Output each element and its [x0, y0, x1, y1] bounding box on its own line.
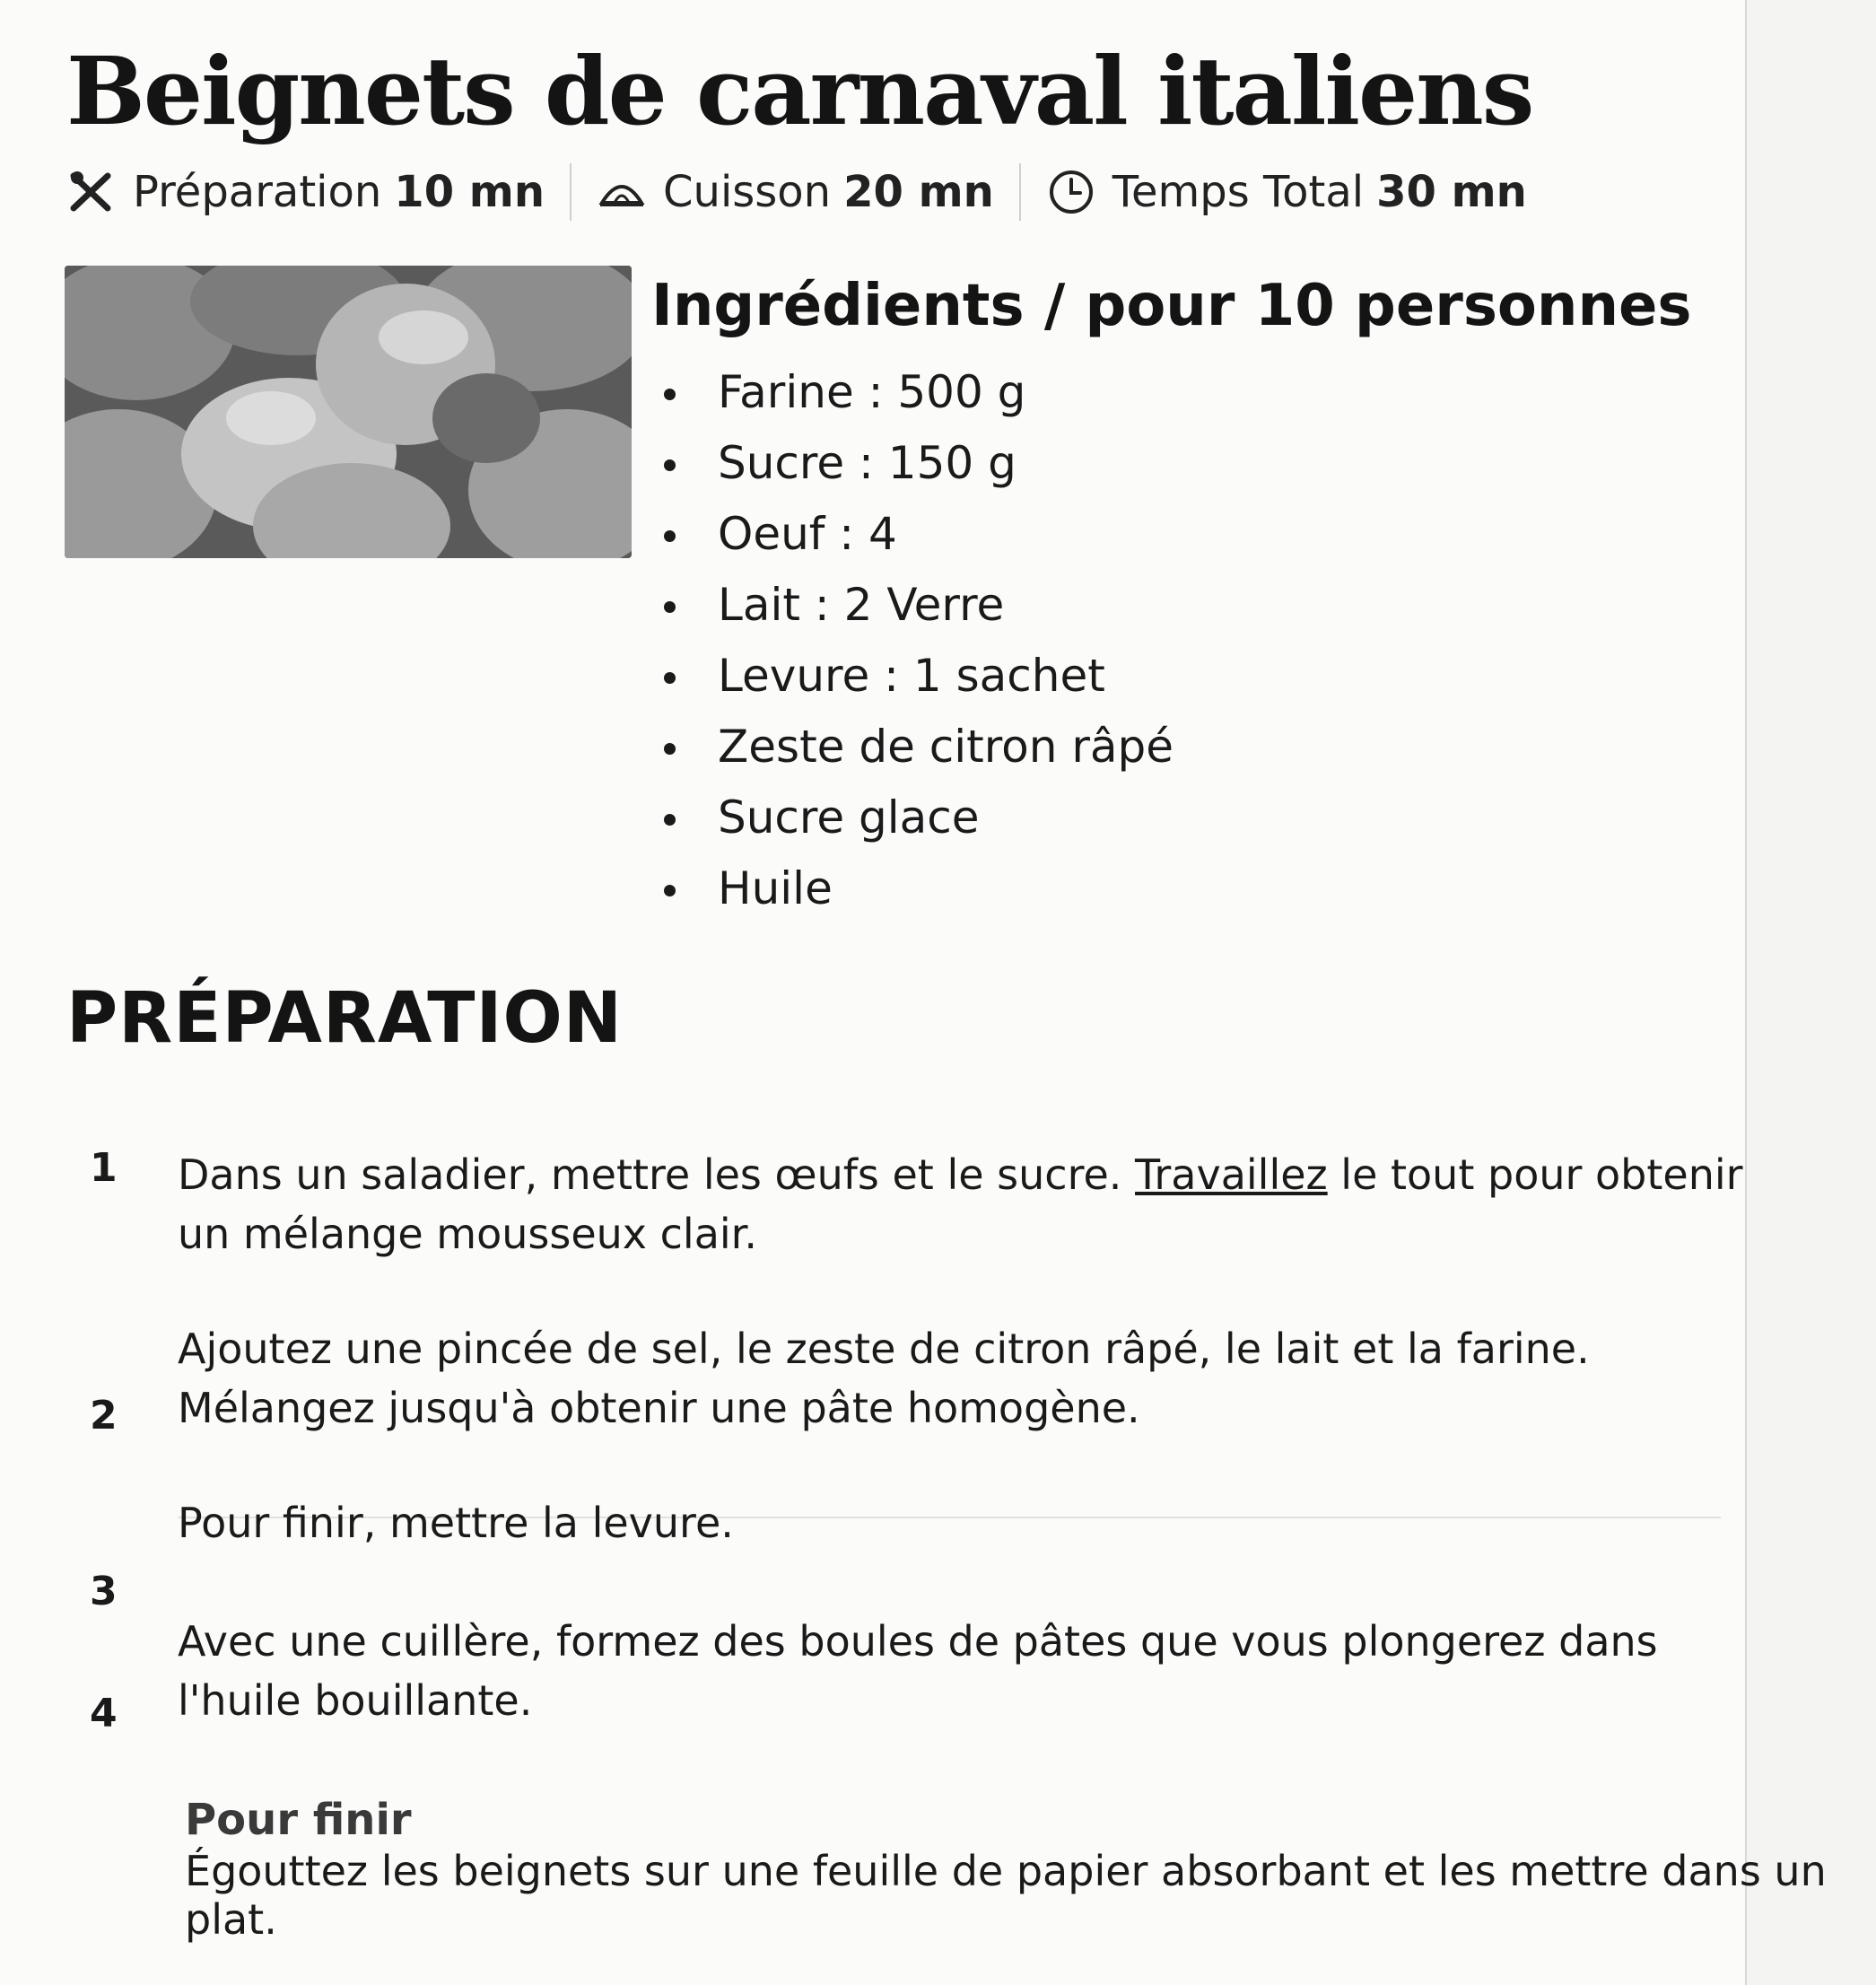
ingredients-title: Ingrédients / pour 10 personnes	[651, 273, 1692, 339]
step-text: Pour finir, mettre la levure.	[178, 1499, 734, 1547]
step-number: 3	[90, 1569, 118, 1614]
oven-icon	[597, 167, 647, 217]
meta-cook-label: Cuisson	[663, 167, 832, 217]
preparation-title: PRÉPARATION	[66, 978, 624, 1059]
step-text-part: Dans un saladier, mettre les œufs et le sucre.	[178, 1150, 1136, 1199]
ingredient-item: Oeuf : 4	[660, 499, 1174, 570]
meta-total-value: 30 mn	[1376, 167, 1527, 217]
ingredients-list	[660, 357, 1174, 924]
step-number: 2	[90, 1393, 118, 1438]
meta-divider	[1019, 163, 1021, 221]
ingredient-item: Farine : 500 g	[660, 357, 1174, 428]
ingredient-item: Levure : 1 sachet	[660, 641, 1174, 712]
ingredient-item: Zeste de citron râpé	[660, 712, 1174, 783]
meta-total	[1046, 167, 1547, 217]
clock-icon	[1046, 167, 1096, 217]
ingredient-item: Sucre : 150 g	[660, 428, 1174, 499]
step-number: 1	[90, 1145, 118, 1191]
recipe-title: Beignets de carnaval italiens	[66, 36, 1533, 146]
ingredient-item: Sucre glace	[660, 783, 1174, 853]
ingredient-item: Huile	[660, 853, 1174, 924]
meta-divider	[570, 163, 572, 221]
step-text	[178, 1145, 1757, 1264]
step-text: Avec une cuillère, formez des boules de pâtes que vous plongerez dans l'huile bouillante.	[178, 1617, 1658, 1725]
meta-cook-value: 20 mn	[843, 167, 994, 217]
meta-prep-label: Préparation	[133, 167, 382, 217]
meta-prep-value: 10 mn	[394, 167, 545, 217]
meta-total-label: Temps Total	[1112, 167, 1365, 217]
finish-text: Égouttez les beignets sur une feuille de papier absorbant et les mettre dans un plat.	[185, 1847, 1827, 1944]
ingredient-item: Lait : 2 Verre	[660, 570, 1174, 641]
beignets-image	[65, 266, 632, 558]
finish-title: Pour finir	[185, 1795, 412, 1845]
step-number: 4	[90, 1691, 118, 1736]
step-text-part: le tout pour obtenir un mélange mousseux clair.	[178, 1150, 1743, 1258]
recipe-meta	[66, 163, 1547, 221]
meta-cuisson	[597, 167, 1014, 217]
step-link-travaillez[interactable]: Travaillez	[1135, 1150, 1328, 1199]
step-text: Ajoutez une pincée de sel, le zeste de citron râpé, le lait et la farine. Mélangez jusqu'à obtenir une pâte homogène.	[178, 1325, 1590, 1432]
recipe-photo	[65, 266, 632, 558]
utensils-icon	[66, 167, 117, 217]
meta-preparation	[66, 167, 564, 217]
